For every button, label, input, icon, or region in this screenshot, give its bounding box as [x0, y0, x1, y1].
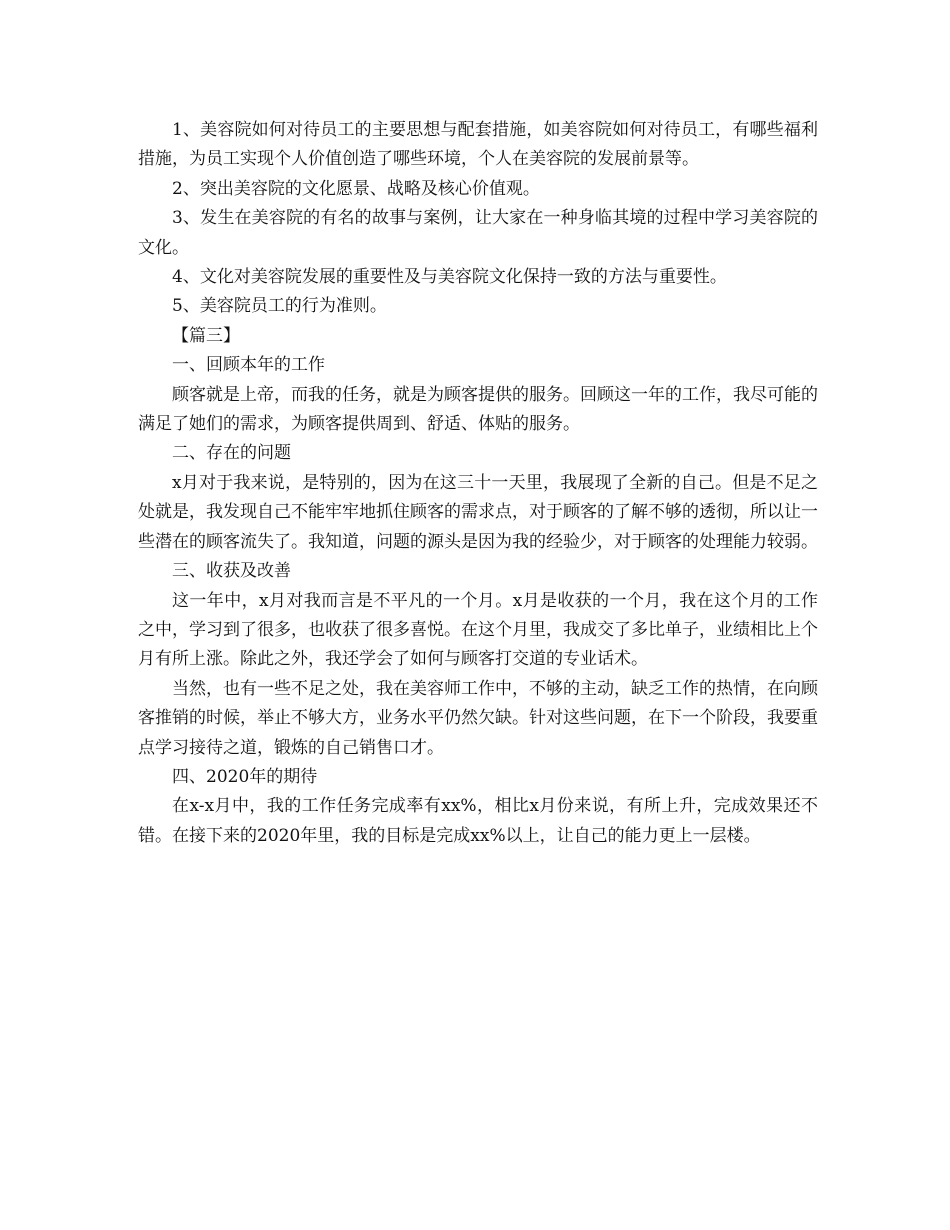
- paragraph-gains: 这一年中，x月对我而言是不平凡的一个月。x月是收获的一个月，我在这个月的工作之中，学习到了很多，也收获了很多喜悦。在这个月里，我成交了多比单子，业绩相比上个月有所上涨。除此之外，我还学会了如何与顾客打交道的专业话术。: [138, 590, 818, 670]
- paragraph-shortcomings: 当然，也有一些不足之处，我在美容师工作中，不够的主动，缺乏工作的热情，在向顾客推销的时候，举止不够大方，业务水平仍然欠缺。针对这些问题，在下一个阶段，我要重点学习接待之道，锻炼的自己销售口才。: [138, 678, 818, 758]
- paragraph-item-5: 5、美容院员工的行为准则。: [172, 296, 387, 317]
- paragraph-review: 顾客就是上帝，而我的任务，就是为顾客提供的服务。回顾这一年的工作，我尽可能的满足了她们的需求，为顾客提供周到、舒适、体贴的服务。: [138, 384, 818, 435]
- paragraph-expectations: 在x-x月中，我的工作任务完成率有xx%，相比x月份来说，有所上升，完成效果还不错。在接下来的2020年里，我的目标是完成xx%以上，让自己的能力更上一层楼。: [138, 796, 818, 846]
- paragraph-item-4: 4、文化对美容院发展的重要性及与美容院文化保持一致的方法与重要性。: [172, 267, 727, 288]
- section-heading-gains: 三、收获及改善: [172, 561, 291, 582]
- section-heading-expectations: 四、2020年的期待: [172, 766, 318, 787]
- section-heading-problems: 二、存在的问题: [172, 443, 291, 464]
- paragraph-item-3: 3、发生在美容院的有名的故事与案例，让大家在一种身临其境的过程中学习美容院的文化。: [138, 208, 818, 258]
- section-heading-part-three: 【篇三】: [172, 325, 240, 346]
- section-heading-review: 一、回顾本年的工作: [172, 355, 325, 376]
- paragraph-problems: x月对于我来说，是特别的，因为在这三十一天里，我展现了全新的自己。但是不足之处就是，我发现自己不能牢牢地抓住顾客的需求点，对于顾客的了解不够的透彻，所以让一些潜在的顾客流失了。我知道，问题的源头是因为我的经验少，对于顾客的处理能力较弱。: [138, 472, 818, 552]
- document-body: [138, 116, 818, 851]
- paragraph-item-2: 2、突出美容院的文化愿景、战略及核心价值观。: [172, 178, 540, 199]
- paragraph-item-1: 1、美容院如何对待员工的主要思想与配套措施，如美容院如何对待员工，有哪些福利措施，为员工实现个人价值创造了哪些环境，个人在美容院的发展前景等。: [138, 120, 818, 170]
